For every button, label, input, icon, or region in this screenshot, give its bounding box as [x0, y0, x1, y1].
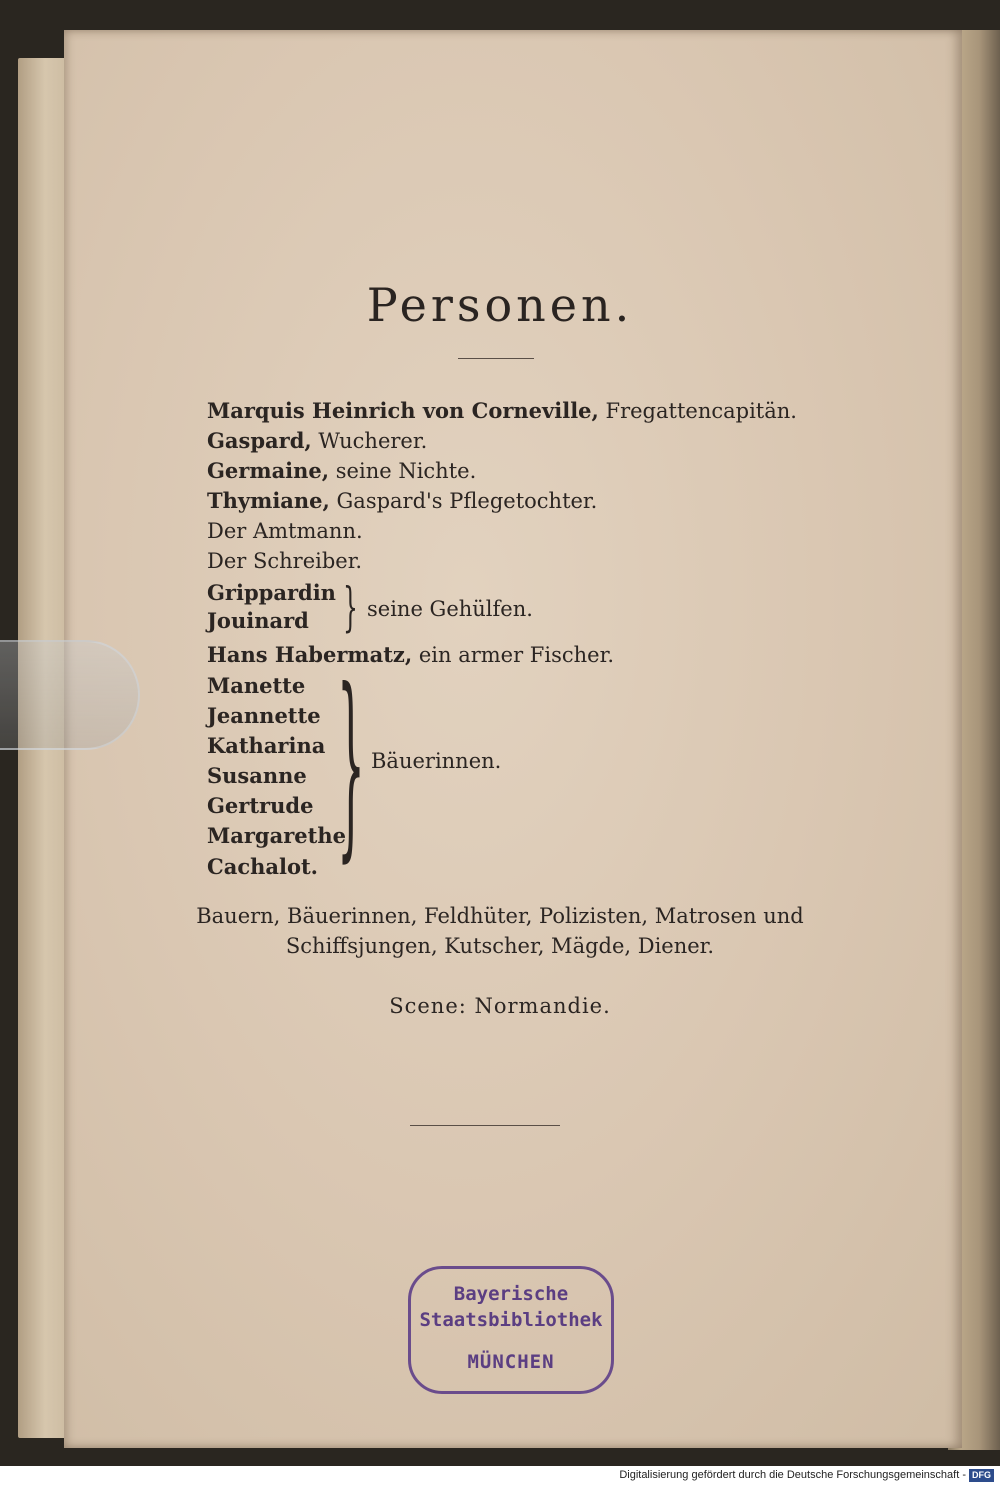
peasant-women-note: Bäuerinnen. — [371, 749, 502, 773]
cast-entry — [207, 821, 346, 851]
cast-name: Gertrude — [207, 793, 314, 818]
cast-entry — [207, 701, 321, 731]
stamp-line: Bayerische — [453, 1283, 569, 1305]
cast-name: Susanne — [207, 763, 307, 788]
cast-desc: Der Schreiber. — [207, 549, 363, 573]
cast-entry — [207, 791, 313, 821]
cast-name: Margarethe — [207, 823, 346, 848]
dfg-logo: DFG — [969, 1469, 994, 1482]
closing-rule — [410, 1125, 560, 1126]
extras-line: Schiffsjungen, Kutscher, Mägde, Diener. — [285, 934, 715, 958]
credit-text: Digitalisierung gefördert durch die Deutsche Forschungsgemeinschaft - — [619, 1469, 966, 1481]
cast-desc: Fregattencapitän. — [598, 399, 797, 423]
cast-name: Grippardin — [207, 580, 336, 605]
page-title: Personen. — [366, 278, 634, 332]
cast-entry — [207, 761, 307, 791]
cast-desc: seine Nichte. — [329, 459, 477, 483]
cast-entry — [207, 516, 363, 546]
stamp-line: Staatsbibliothek — [419, 1309, 603, 1331]
page-holder-clip — [0, 640, 140, 750]
extras-line: Bauern, Bäuerinnen, Feldhüter, Polizisten, Matrosen und — [196, 904, 804, 928]
cast-entry — [207, 578, 336, 608]
cast-entry — [207, 396, 797, 426]
cast-name: Germaine, — [207, 458, 330, 483]
scene-setting: Scene: Normandie. — [389, 994, 611, 1018]
cast-entry — [207, 456, 476, 486]
stamp-line: MÜNCHEN — [467, 1351, 555, 1373]
helpers-brace: } — [343, 578, 358, 638]
cast-name: Hans Habermatz, — [207, 642, 413, 667]
cast-name: Cachalot. — [207, 854, 318, 879]
peasant-women-brace: } — [337, 647, 365, 880]
helpers-note: seine Gehülfen. — [367, 597, 533, 621]
cast-name: Gaspard, — [207, 428, 312, 453]
cast-desc: ein armer Fischer. — [412, 643, 614, 667]
cast-name: Thymiane, — [207, 488, 330, 513]
cast-entry — [207, 671, 305, 701]
digitization-credit — [0, 1466, 1000, 1485]
cast-name: Jouinard — [207, 608, 309, 633]
cast-entry — [207, 640, 614, 670]
cast-desc: Der Amtmann. — [207, 519, 363, 543]
cast-entry — [207, 486, 597, 516]
cast-entry — [207, 731, 325, 761]
cast-name: Marquis Heinrich von Corneville, — [207, 398, 599, 423]
cast-name: Katharina — [207, 733, 326, 758]
cast-desc: Gaspard's Pflegetochter. — [329, 489, 598, 513]
library-stamp — [408, 1266, 614, 1394]
cast-entry — [207, 426, 427, 456]
cast-entry — [207, 852, 318, 882]
cast-name: Jeannette — [207, 703, 321, 728]
paper-page — [64, 30, 962, 1448]
cast-name: Manette — [207, 673, 306, 698]
cast-entry — [207, 606, 309, 636]
cast-desc: Wucherer. — [311, 429, 428, 453]
cast-entry — [207, 546, 362, 576]
title-ornament — [458, 358, 534, 369]
